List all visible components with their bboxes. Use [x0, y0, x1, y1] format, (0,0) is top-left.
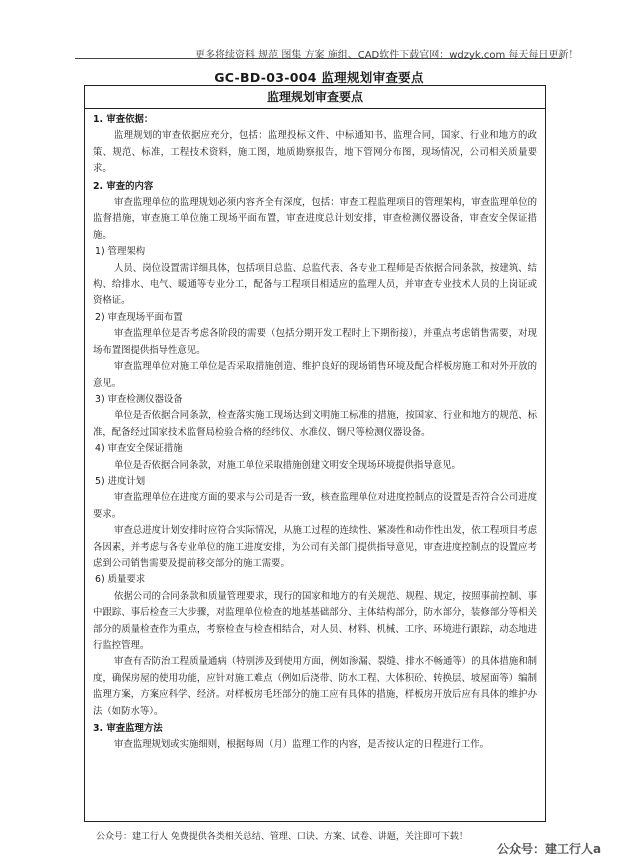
- download-banner: 更多将续资料 规范 图集 方案 施组、CAD软件下载官网：wdzyk.com 每天每日更新！: [195, 50, 579, 61]
- review-points-box: [84, 85, 546, 822]
- section-heading: 1. 审查依据：: [93, 114, 154, 125]
- watermark: 公众号：建工行人a: [497, 842, 602, 856]
- paragraph: 人员、岗位设置需详细具体，包括项目总监、总监代表、各专业工程师是否依据合同条款，按建筑、结构、给排水、电气、暖通等专业分工，配备与工程项目相适应的监理人员，并审查专业技术人员的上岗证或资格证。: [93, 262, 537, 307]
- paragraph: 审查有否防治工程质量通病（特别涉及到使用方面，例如渗漏、裂缝、排水不畅通等）的具体措施和制度，确保房屋的使用功能，应针对施工难点（例如后浇带、防水工程、大体积砼、转换层、坡屋面等）编制监理方案，方案应科学、经济。对样板房毛坯部分的施工应有具体的措施，样板房开放后应有具体的维护办法（如防水等）。: [93, 656, 537, 717]
- subsection-heading: 3) 审查检测仪器设备: [95, 393, 183, 405]
- section-heading: 3. 审查监理方法: [93, 723, 163, 735]
- subsection-heading: 1) 管理架构: [95, 246, 146, 258]
- subsection-heading: 5) 进度计划: [95, 475, 146, 487]
- document-title: GC-BD-03-004 监理规划审查要点: [214, 70, 424, 85]
- footer-note: 公众号：建工行人 免费提供各类相关总结、管理、口诀、方案、试卷、讲题，关注即可下载！: [96, 832, 468, 842]
- paragraph: 依据公司的合同条款和质量管理要求，现行的国家和地方的有关规范、规程、规定，按照事前控制、事中跟踪、事后检查三大步骤，对监理单位检查的地基基础部分、主体结构部分，防水部分，装修部分等相关部分的质量检查作为重点，考察检查与检查相结合，对人员、材料、机械、工序、环境进行跟踪，动态地进行监控管理。: [93, 590, 537, 651]
- paragraph: 审查监理单位对施工单位是否采取措施创造、维护良好的现场销售环境及配合样板房施工和对外开放的意见。: [93, 361, 537, 389]
- subsection-heading: 6) 质量要求: [95, 574, 146, 586]
- header-divider: [75, 58, 562, 59]
- box-content: [85, 109, 545, 754]
- paragraph: 监理规划的审查依据应充分，包括：监理投标文件、中标通知书、监理合同，国家、行业和地方的政策、规范、标准，工程技术资料，施工图，地质勘察报告，地下管网分布图，现场情况，公司相关质量要求。: [93, 130, 537, 175]
- paragraph: 审查总进度计划安排时应符合实际情况，从施工过程的连续性、紧凑性和动作性出发，依工程项目考虑各因素，并考虑与各专业单位的施工进度安排，为公司有关部门提供指导意见，审查进度控制点的设置应考虑到公司销售需要及提前移交部分的施工需要。: [93, 525, 537, 569]
- paragraph: 审查监理单位在进度方面的要求与公司是否一致，核查监理单位对进度控制点的设置是否符合公司进度要求。: [93, 492, 537, 520]
- subsection-heading: 2) 审查现场平面布置: [95, 311, 183, 323]
- box-title: 监理规划审查要点: [85, 86, 545, 109]
- paragraph: 审查监理单位是否考虑各阶段的需要（包括分期开发工程时上下期衔接），并重点考虑销售需要，对现场布置图提供指导性意见。: [93, 328, 537, 356]
- paragraph: 审查监理单位的监理规划必须内容齐全有深度，包括：审查工程监理项目的管理架构，审查监理单位的监督措施，审查施工单位施工现场平面布置，审查进度总计划安排，审查检测仪器设备，审查安全保证措施。: [93, 197, 537, 241]
- section-heading: 2. 审查的内容: [93, 180, 154, 192]
- subsection-heading: 4) 审查安全保证措施: [95, 443, 183, 455]
- paragraph: 单位是否依据合同条款，检查落实施工现场达到文明施工标准的措施，按国家、行业和地方的规范、标准，配备经过国家技术监督局检验合格的经纬仪、水准仪、钢尺等检测仪器设备。: [93, 410, 537, 438]
- paragraph: 单位是否依据合同条款，对施工单位采取措施创建文明安全现场环境提供指导意见。: [114, 459, 461, 471]
- paragraph: 审查监理规划或实施细则，根据每周（月）监理工作的内容，是否按认定的日程进行工作。: [114, 739, 490, 751]
